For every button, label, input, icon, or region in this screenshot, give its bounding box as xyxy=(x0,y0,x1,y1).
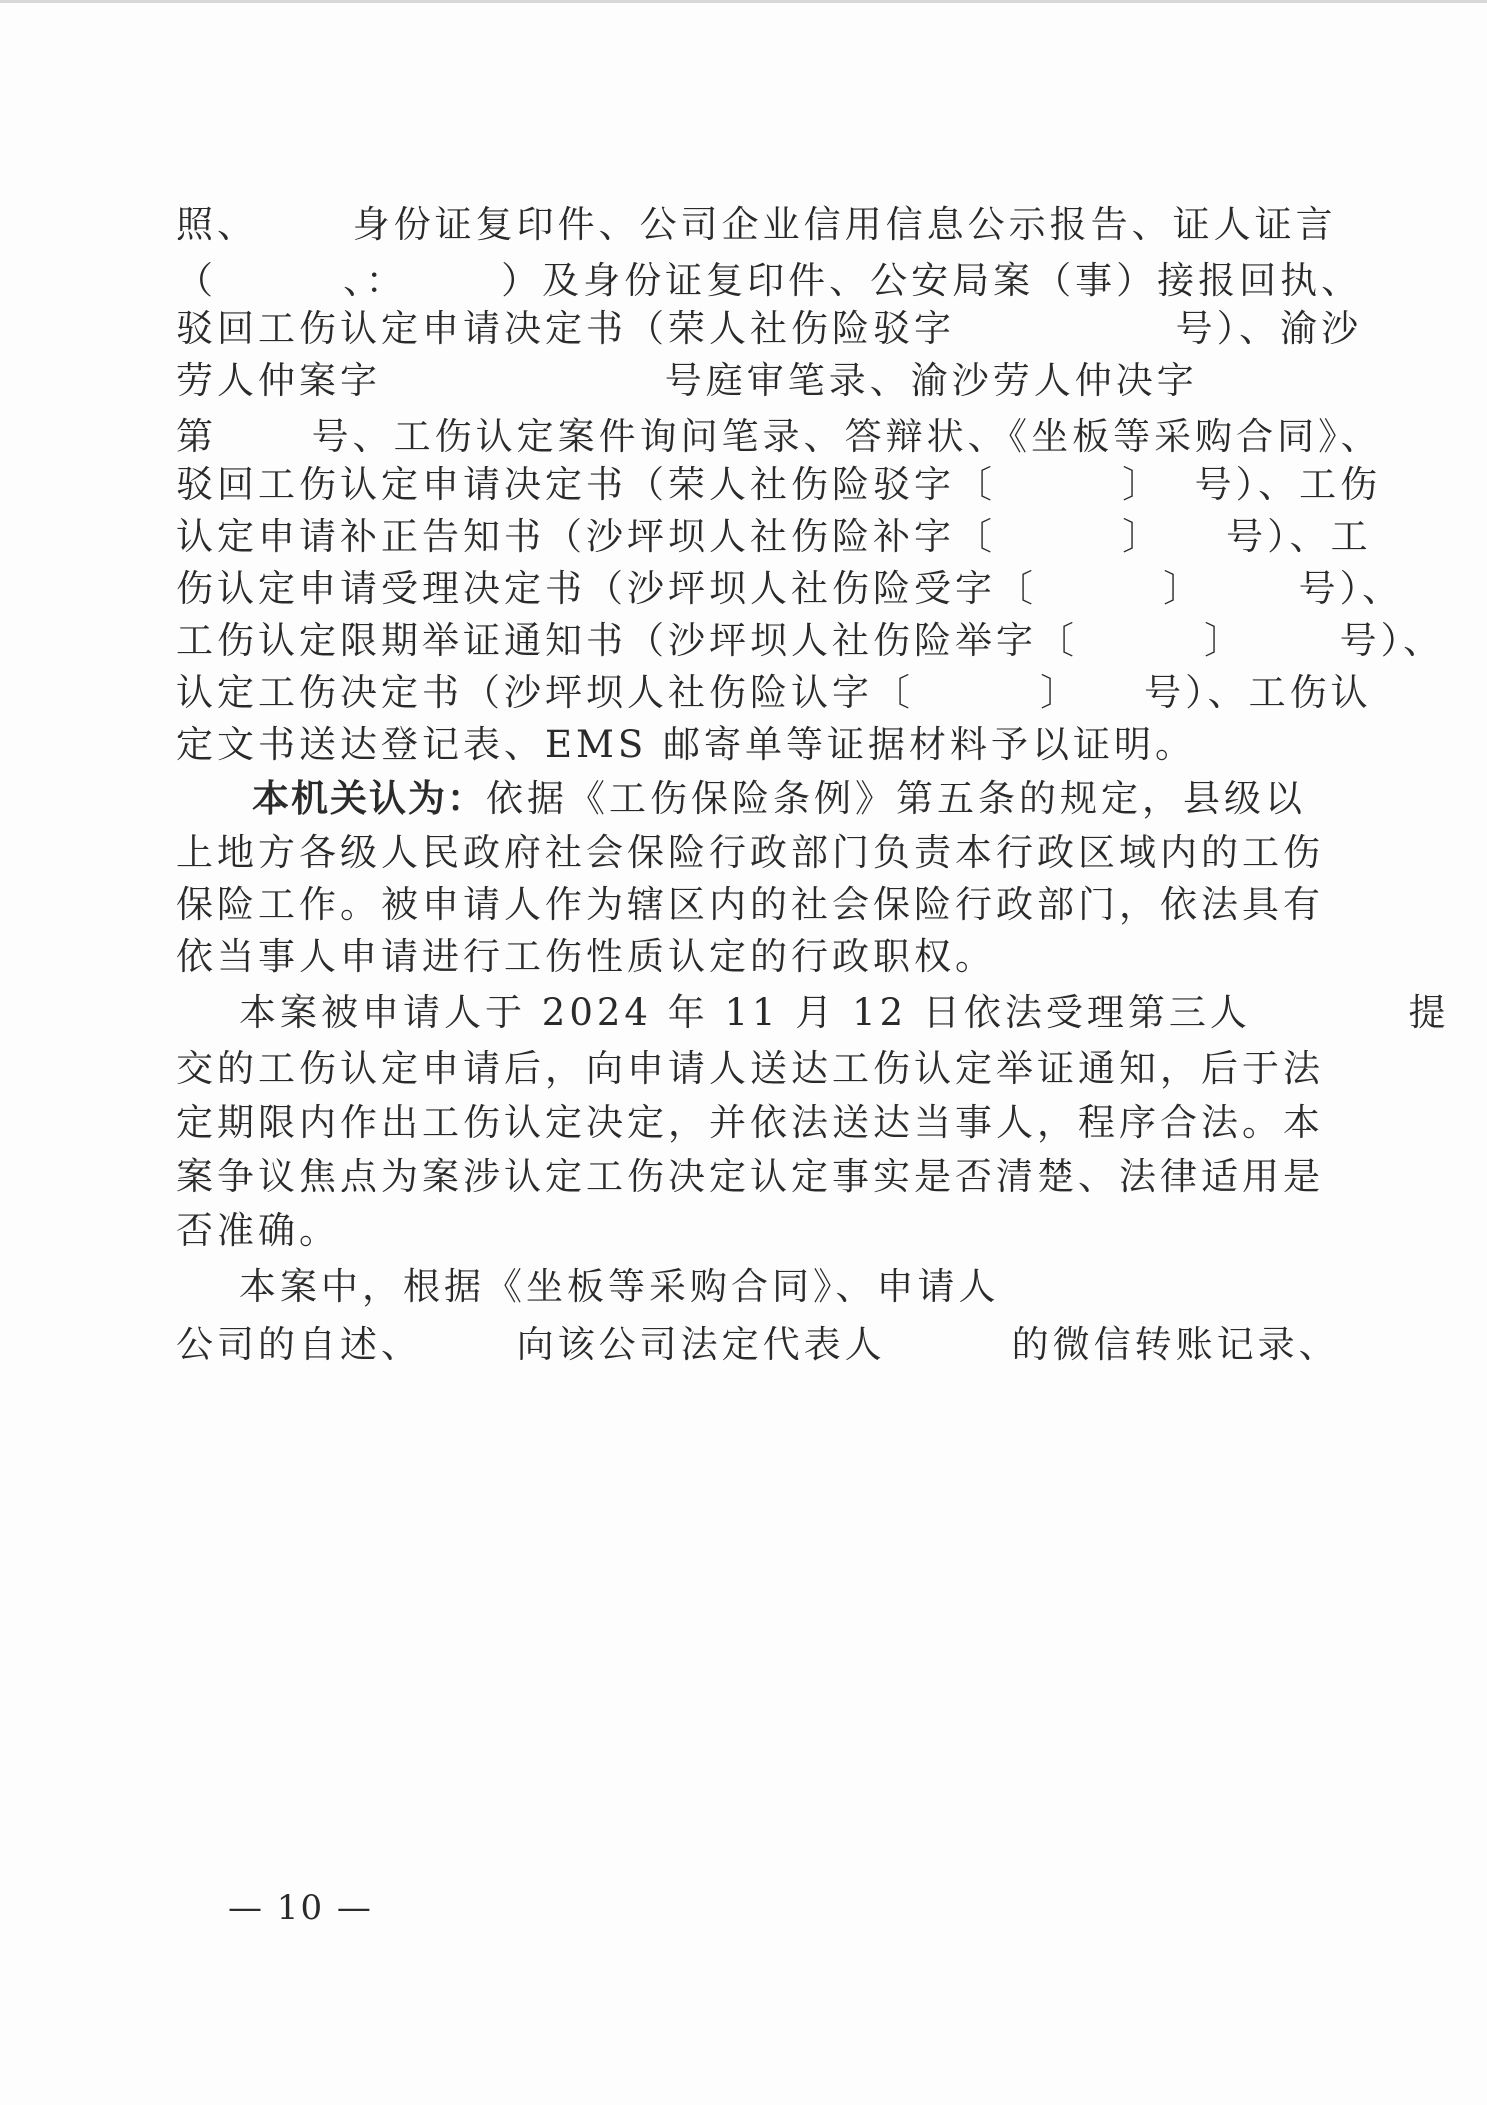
body-line: 定期限内作出工伤认定决定，并依法送达当事人，程序合法。本 xyxy=(176,1101,1324,1144)
page-number: — 10 — xyxy=(228,1888,373,1928)
paragraph-text: 依据《工伤保险条例》第五条的规定，县级以 xyxy=(486,777,1306,820)
paragraph-opening-line xyxy=(252,772,1306,826)
body-line: 上地方各级人民政府社会保险行政部门负责本行政区域内的工伤 xyxy=(176,831,1324,874)
body-line: 本案中，根据《坐板等采购合同》、申请人 xyxy=(176,1265,1000,1308)
body-line: 劳人仲案字 号庭审笔录、渝沙劳人仲决字 xyxy=(176,359,1198,402)
body-line: 本案被申请人于 2024 年 11 月 12 日依法受理第三人 提 xyxy=(176,991,1450,1034)
body-line: 定文书送达登记表、EMS 邮寄单等证据材料予以证明。 xyxy=(176,723,1197,766)
body-line: 驳回工伤认定申请决定书（荣人社伤险驳字 号）、渝沙 xyxy=(176,307,1363,350)
body-line: 伤认定申请受理决定书（沙坪坝人社伤险受字〔 〕 号）、 xyxy=(176,567,1404,610)
body-line: （ 、： ）及身份证复印件、公安局案（事）接报回执、 xyxy=(176,259,1363,302)
bold-heading: 本机关认为： xyxy=(252,777,486,820)
body-line: 认定工伤决定书（沙坪坝人社伤险认字〔 〕 号）、工伤认 xyxy=(176,671,1372,714)
body-line: 依当事人申请进行工伤性质认定的行政职权。 xyxy=(176,935,996,978)
body-line: 保险工作。被申请人作为辖区内的社会保险行政部门，依法具有 xyxy=(176,883,1324,926)
body-line: 案争议焦点为案涉认定工伤决定认定事实是否清楚、法律适用是 xyxy=(176,1155,1324,1198)
body-line: 公司的自述、 向该公司法定代表人 的微信转账记录、 xyxy=(176,1323,1340,1366)
body-line: 认定申请补正告知书（沙坪坝人社伤险补字〔 〕 号）、工 xyxy=(176,515,1372,558)
page-top-edge xyxy=(0,0,1487,3)
body-line: 第 号、工伤认定案件询问笔录、答辩状、《坐板等采购合同》、 xyxy=(176,415,1382,458)
body-line: 工伤认定限期举证通知书（沙坪坝人社伤险举字〔 〕 号）、 xyxy=(176,619,1445,662)
body-line: 否准确。 xyxy=(176,1209,340,1252)
body-line: 交的工伤认定申请后，向申请人送达工伤认定举证通知，后于法 xyxy=(176,1047,1324,1090)
body-line: 照、 身份证复印件、公司企业信用信息公示报告、证人证言 xyxy=(176,203,1337,246)
body-line: 驳回工伤认定申请决定书（荣人社伤险驳字〔 〕 号）、工伤 xyxy=(176,463,1382,506)
